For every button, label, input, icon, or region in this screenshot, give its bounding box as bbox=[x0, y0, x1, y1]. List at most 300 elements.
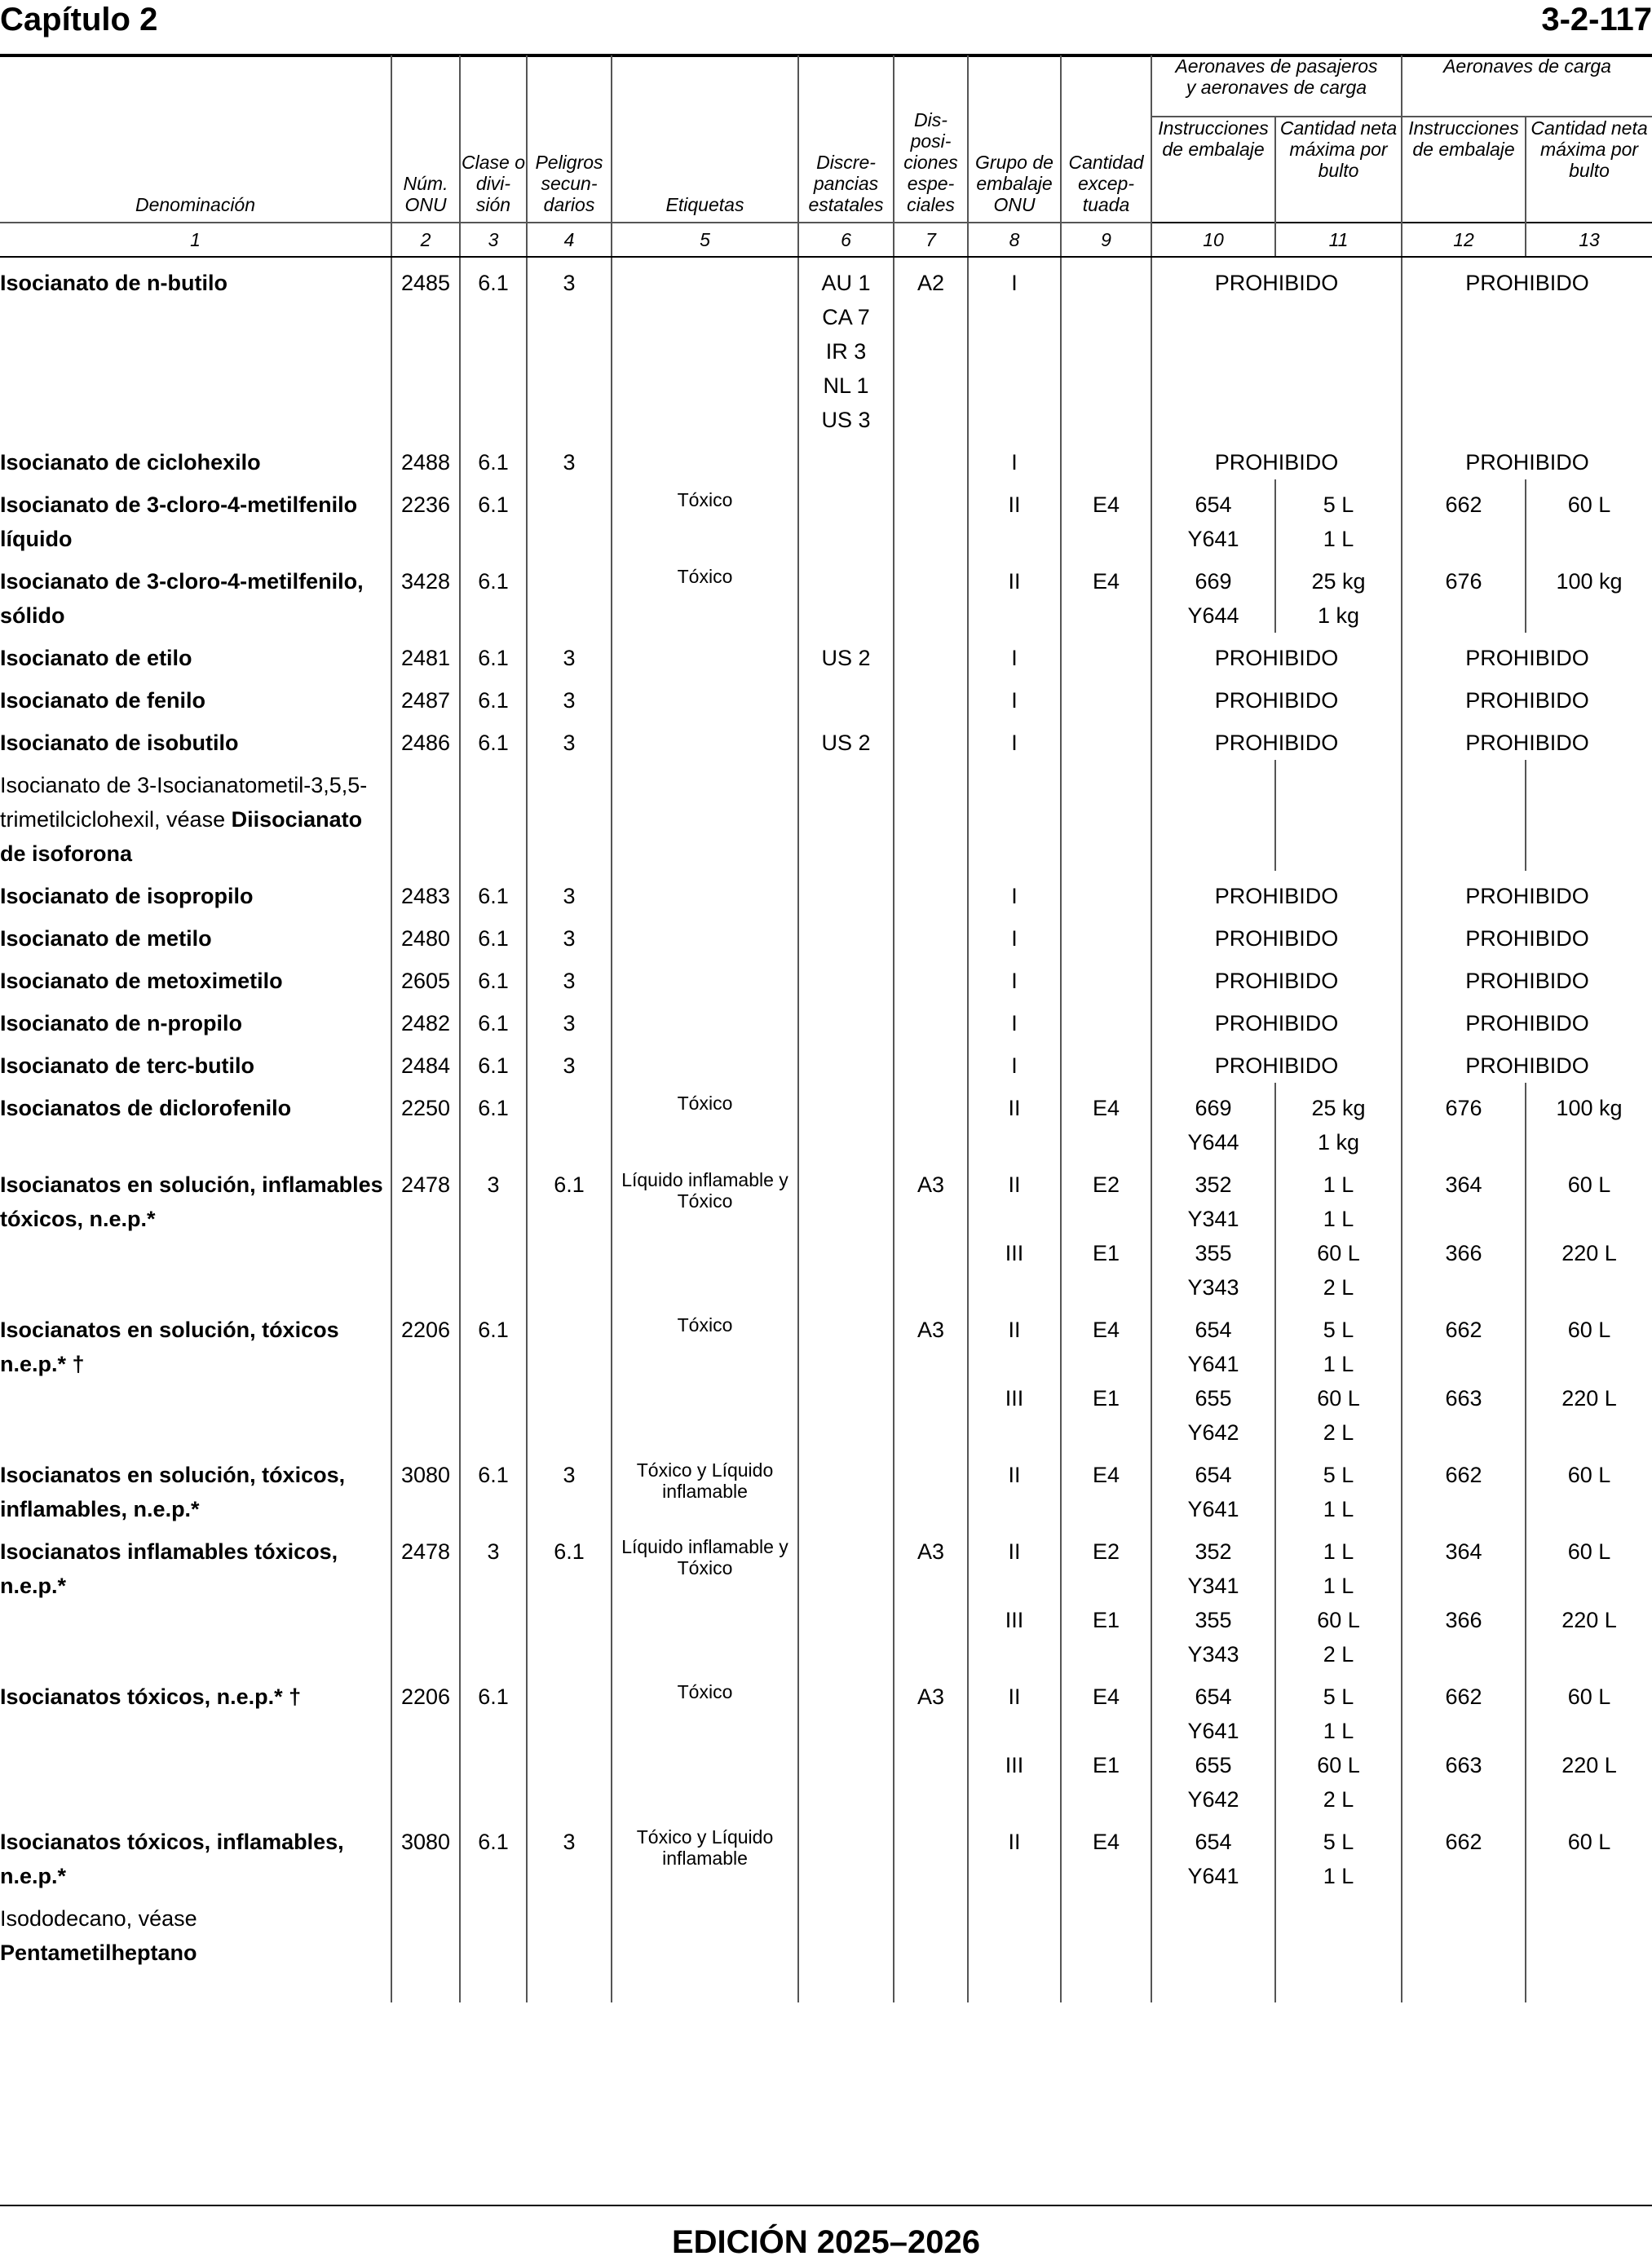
passenger-prohibited bbox=[1151, 675, 1402, 717]
cao-max-quantity: 60 L bbox=[1567, 1463, 1611, 1487]
empty-cell bbox=[894, 1970, 968, 2002]
un-number: 2250 bbox=[391, 1083, 460, 1159]
col-header-10: Instrucciones de embalaje bbox=[1151, 117, 1275, 223]
class-division: 6.1 bbox=[460, 998, 527, 1040]
substance-name bbox=[0, 1236, 391, 1305]
cao-packing-instruction: 662 bbox=[1402, 1305, 1526, 1381]
reference-text: Isocianato de 3-Isocianatometil-3,5,5-trimetilciclohexil, véase bbox=[0, 773, 368, 832]
cao-max-quantity: 100 kg bbox=[1556, 1096, 1623, 1120]
un-number: 2481 bbox=[391, 633, 460, 675]
page-header bbox=[0, 0, 1652, 57]
substance-name-text: Isocianatos tóxicos, inflamables, n.e.p.* bbox=[0, 1830, 344, 1888]
substance-name-text: Isocianato de 3-cloro-4-metilfenilo, sólido bbox=[0, 569, 364, 628]
prohibited-text: PROHIBIDO bbox=[1214, 450, 1339, 475]
special-provisions bbox=[894, 1748, 968, 1817]
cargo-prohibited bbox=[1402, 871, 1652, 913]
special-provisions bbox=[894, 633, 968, 675]
col-header-5: Etiquetas bbox=[612, 55, 798, 223]
un-number bbox=[391, 1748, 460, 1817]
substance-name bbox=[0, 871, 391, 913]
limited-quantity-instruction: Y642 bbox=[1187, 1420, 1239, 1445]
subsidiary-hazard: 3 bbox=[527, 956, 612, 998]
packing-group: II bbox=[968, 1671, 1061, 1748]
substance-name-text: Isocianato de fenilo bbox=[0, 688, 206, 713]
table-row bbox=[0, 556, 1652, 633]
prohibited-text: PROHIBIDO bbox=[1465, 688, 1589, 713]
cross-reference bbox=[0, 760, 391, 871]
pax-packing-instruction bbox=[1151, 1817, 1275, 1893]
special-provisions bbox=[894, 1381, 968, 1450]
limited-max-quantity: 1 L bbox=[1323, 527, 1354, 551]
substance-name-text: Isocianato de etilo bbox=[0, 646, 192, 670]
subsidiary-hazard: 3 bbox=[527, 717, 612, 760]
cao-max-quantity: 60 L bbox=[1567, 492, 1611, 517]
pax-packing-instruction bbox=[1151, 1381, 1275, 1450]
table-row bbox=[0, 1381, 1652, 1450]
empty-cell bbox=[798, 1893, 894, 1970]
subsidiary-hazard: 3 bbox=[527, 998, 612, 1040]
special-provisions bbox=[894, 675, 968, 717]
class-division: 6.1 bbox=[460, 675, 527, 717]
col-header-11: Cantidad neta máxima por bulto bbox=[1275, 117, 1402, 223]
limited-max-quantity: 1 L bbox=[1323, 1207, 1354, 1231]
table-row bbox=[0, 913, 1652, 956]
hazard-labels bbox=[612, 257, 798, 437]
limited-quantity-instruction: Y343 bbox=[1187, 1642, 1239, 1667]
max-quantity: 5 L bbox=[1323, 1830, 1354, 1854]
special-provisions bbox=[894, 956, 968, 998]
cargo-prohibited bbox=[1402, 717, 1652, 760]
state-variations bbox=[798, 437, 894, 479]
cao-packing-instruction: 366 bbox=[1402, 1603, 1526, 1671]
special-provisions: A3 bbox=[894, 1671, 968, 1748]
state-variations bbox=[798, 998, 894, 1040]
dangerous-goods-table bbox=[0, 55, 1652, 2002]
special-provisions bbox=[894, 437, 968, 479]
empty-cell bbox=[1275, 1970, 1402, 2002]
empty-cell bbox=[1402, 1970, 1526, 2002]
table-row bbox=[0, 998, 1652, 1040]
substance-name bbox=[0, 1526, 391, 1603]
packing-instruction: 654 bbox=[1195, 1684, 1232, 1709]
pax-max-quantity bbox=[1275, 1159, 1402, 1236]
cao-max-quantity: 220 L bbox=[1561, 1386, 1617, 1411]
substance-name bbox=[0, 437, 391, 479]
special-provisions bbox=[894, 998, 968, 1040]
special-provisions: A3 bbox=[894, 1305, 968, 1381]
un-number: 2480 bbox=[391, 913, 460, 956]
packing-instruction: 355 bbox=[1195, 1608, 1232, 1632]
subsidiary-hazard: 3 bbox=[527, 1450, 612, 1526]
state-variations bbox=[798, 1305, 894, 1381]
prohibited-text: PROHIBIDO bbox=[1214, 688, 1339, 713]
reference-text: Isododecano, véase bbox=[0, 1906, 197, 1931]
subsidiary-hazard: 3 bbox=[527, 633, 612, 675]
empty-cell bbox=[1151, 1893, 1275, 1970]
limited-quantity-instruction: Y343 bbox=[1187, 1275, 1239, 1300]
table-row bbox=[0, 871, 1652, 913]
substance-name bbox=[0, 556, 391, 633]
substance-name bbox=[0, 1603, 391, 1671]
limited-max-quantity: 2 L bbox=[1323, 1275, 1354, 1300]
cao-max-quantity: 60 L bbox=[1567, 1318, 1611, 1342]
table-row bbox=[0, 437, 1652, 479]
substance-name bbox=[0, 717, 391, 760]
state-variations bbox=[798, 1040, 894, 1083]
state-variations bbox=[798, 1526, 894, 1603]
subsidiary-hazard: 3 bbox=[527, 871, 612, 913]
state-variation: IR 3 bbox=[825, 339, 867, 364]
packing-instruction: 352 bbox=[1195, 1172, 1232, 1197]
packing-group: III bbox=[968, 1603, 1061, 1671]
subsidiary-hazard bbox=[527, 1305, 612, 1381]
table-row bbox=[0, 633, 1652, 675]
packing-instruction: 355 bbox=[1195, 1241, 1232, 1265]
passenger-prohibited bbox=[1151, 257, 1402, 437]
excepted-quantity: E1 bbox=[1061, 1381, 1151, 1450]
packing-group: II bbox=[968, 1083, 1061, 1159]
reference-target: Pentametilheptano bbox=[0, 1940, 197, 1965]
cao-packing-instruction: 676 bbox=[1402, 556, 1526, 633]
empty-cell bbox=[391, 760, 460, 871]
class-division: 6.1 bbox=[460, 633, 527, 675]
excepted-quantity: E4 bbox=[1061, 1083, 1151, 1159]
class-division bbox=[460, 1381, 527, 1450]
subsidiary-hazard: 3 bbox=[527, 437, 612, 479]
table-row bbox=[0, 479, 1652, 556]
class-division: 6.1 bbox=[460, 479, 527, 556]
substance-name-text: Isocianato de isopropilo bbox=[0, 884, 254, 908]
filler-row bbox=[0, 1970, 1652, 2002]
cao-max-quantity: 220 L bbox=[1561, 1241, 1617, 1265]
hazard-labels: Tóxico bbox=[612, 1671, 798, 1748]
class-division: 6.1 bbox=[460, 1817, 527, 1893]
pax-packing-instruction bbox=[1151, 1236, 1275, 1305]
cao-max-quantity: 220 L bbox=[1561, 1753, 1617, 1777]
table-row bbox=[0, 1083, 1652, 1159]
substance-name bbox=[0, 1748, 391, 1817]
prohibited-text: PROHIBIDO bbox=[1465, 271, 1589, 295]
packing-instruction: 655 bbox=[1195, 1386, 1232, 1411]
class-division: 3 bbox=[460, 1526, 527, 1603]
prohibited-text: PROHIBIDO bbox=[1214, 271, 1339, 295]
prohibited-text: PROHIBIDO bbox=[1465, 1011, 1589, 1035]
hazard-labels bbox=[612, 717, 798, 760]
subsidiary-hazard: 6.1 bbox=[527, 1526, 612, 1603]
substance-name bbox=[0, 1305, 391, 1381]
class-division: 6.1 bbox=[460, 1305, 527, 1381]
cargo-prohibited bbox=[1402, 675, 1652, 717]
limited-quantity-instruction: Y341 bbox=[1187, 1574, 1239, 1598]
substance-name bbox=[0, 1671, 391, 1748]
empty-cell bbox=[798, 760, 894, 871]
prohibited-text: PROHIBIDO bbox=[1214, 969, 1339, 993]
limited-quantity-instruction: Y641 bbox=[1187, 1352, 1239, 1376]
subsidiary-hazard bbox=[527, 1603, 612, 1671]
table-row bbox=[0, 1305, 1652, 1381]
pax-max-quantity bbox=[1275, 479, 1402, 556]
un-number: 2206 bbox=[391, 1671, 460, 1748]
excepted-quantity bbox=[1061, 1040, 1151, 1083]
excepted-quantity bbox=[1061, 871, 1151, 913]
col-header-8: Grupo de embalaje ONU bbox=[968, 55, 1061, 223]
subsidiary-hazard bbox=[527, 1381, 612, 1450]
class-division bbox=[460, 1236, 527, 1305]
state-variations bbox=[798, 1450, 894, 1526]
subsidiary-hazard: 6.1 bbox=[527, 1159, 612, 1236]
class-division: 6.1 bbox=[460, 1450, 527, 1526]
col-header-6: Discre-pancias estatales bbox=[798, 55, 894, 223]
un-number: 2486 bbox=[391, 717, 460, 760]
col-number: 4 bbox=[527, 223, 612, 257]
cao-packing-instruction: 662 bbox=[1402, 479, 1526, 556]
un-number: 2485 bbox=[391, 257, 460, 437]
pax-max-quantity bbox=[1275, 1083, 1402, 1159]
empty-cell bbox=[1061, 760, 1151, 871]
substance-name bbox=[0, 913, 391, 956]
limited-max-quantity: 1 L bbox=[1323, 1864, 1354, 1888]
state-variations bbox=[798, 257, 894, 437]
reference-target: Diisocianato de isoforona bbox=[0, 807, 363, 866]
empty-cell bbox=[391, 1970, 460, 2002]
limited-max-quantity: 1 kg bbox=[1317, 1130, 1360, 1155]
state-variations bbox=[798, 1671, 894, 1748]
empty-cell bbox=[527, 1893, 612, 1970]
limited-quantity-instruction: Y644 bbox=[1187, 1130, 1239, 1155]
un-number: 2488 bbox=[391, 437, 460, 479]
hazard-labels: Tóxico bbox=[612, 1305, 798, 1381]
packing-group: III bbox=[968, 1236, 1061, 1305]
un-number: 2236 bbox=[391, 479, 460, 556]
excepted-quantity bbox=[1061, 998, 1151, 1040]
substance-name-text: Isocianatos en solución, tóxicos n.e.p.* † bbox=[0, 1318, 339, 1376]
empty-cell bbox=[612, 760, 798, 871]
limited-quantity-instruction: Y641 bbox=[1187, 1719, 1239, 1743]
hazard-labels: Líquido inflamable y Tóxico bbox=[612, 1526, 798, 1603]
empty-cell bbox=[0, 1970, 391, 2002]
state-variations bbox=[798, 1159, 894, 1236]
special-provisions: A3 bbox=[894, 1159, 968, 1236]
limited-max-quantity: 2 L bbox=[1323, 1420, 1354, 1445]
empty-cell bbox=[894, 760, 968, 871]
hazard-labels bbox=[612, 1381, 798, 1450]
un-number: 2483 bbox=[391, 871, 460, 913]
hazard-labels bbox=[612, 956, 798, 998]
packing-group: II bbox=[968, 1526, 1061, 1603]
substance-name bbox=[0, 956, 391, 998]
table-row bbox=[0, 1236, 1652, 1305]
limited-quantity-instruction: Y641 bbox=[1187, 527, 1239, 551]
prohibited-text: PROHIBIDO bbox=[1214, 646, 1339, 670]
un-number: 3080 bbox=[391, 1817, 460, 1893]
hazard-labels bbox=[612, 1236, 798, 1305]
substance-name-text: Isocianatos en solución, inflamables tóxicos, n.e.p.* bbox=[0, 1172, 383, 1231]
substance-name-text: Isocianato de metoximetilo bbox=[0, 969, 283, 993]
un-number: 2482 bbox=[391, 998, 460, 1040]
packing-group: I bbox=[968, 956, 1061, 998]
passenger-prohibited bbox=[1151, 913, 1402, 956]
packing-group: III bbox=[968, 1381, 1061, 1450]
subsidiary-hazard: 3 bbox=[527, 1040, 612, 1083]
excepted-quantity bbox=[1061, 913, 1151, 956]
state-variation: US 2 bbox=[821, 731, 871, 755]
substance-name-text: Isocianatos de diclorofenilo bbox=[0, 1096, 292, 1120]
subsidiary-hazard: 3 bbox=[527, 1817, 612, 1893]
empty-cell bbox=[1526, 760, 1652, 871]
special-provisions bbox=[894, 1817, 968, 1893]
substance-name-text: Isocianato de metilo bbox=[0, 926, 212, 951]
pax-packing-instruction bbox=[1151, 1671, 1275, 1748]
cao-packing-instruction: 676 bbox=[1402, 1083, 1526, 1159]
un-number bbox=[391, 1381, 460, 1450]
substance-name bbox=[0, 998, 391, 1040]
state-variations bbox=[798, 956, 894, 998]
excepted-quantity: E2 bbox=[1061, 1159, 1151, 1236]
un-number bbox=[391, 1603, 460, 1671]
max-quantity: 1 L bbox=[1323, 1172, 1354, 1197]
chapter-title: Capítulo 2 bbox=[0, 2, 158, 38]
special-provisions: A2 bbox=[894, 257, 968, 437]
pax-packing-instruction bbox=[1151, 1159, 1275, 1236]
empty-cell bbox=[1402, 760, 1526, 871]
subsidiary-hazard bbox=[527, 1236, 612, 1305]
passenger-prohibited bbox=[1151, 633, 1402, 675]
empty-cell bbox=[1061, 1893, 1151, 1970]
empty-cell bbox=[1151, 760, 1275, 871]
empty-cell bbox=[1275, 1893, 1402, 1970]
excepted-quantity: E4 bbox=[1061, 556, 1151, 633]
hazard-labels bbox=[612, 913, 798, 956]
col-number: 12 bbox=[1402, 223, 1526, 257]
class-division: 6.1 bbox=[460, 1671, 527, 1748]
pax-max-quantity bbox=[1275, 1305, 1402, 1381]
table-row bbox=[0, 1603, 1652, 1671]
empty-cell bbox=[1526, 1893, 1652, 1970]
un-number: 3428 bbox=[391, 556, 460, 633]
limited-quantity-instruction: Y341 bbox=[1187, 1207, 1239, 1231]
limited-quantity-instruction: Y642 bbox=[1187, 1787, 1239, 1812]
packing-instruction: 352 bbox=[1195, 1539, 1232, 1564]
pax-packing-instruction bbox=[1151, 1083, 1275, 1159]
table-row bbox=[0, 1159, 1652, 1236]
limited-quantity-instruction: Y641 bbox=[1187, 1497, 1239, 1521]
max-quantity: 1 L bbox=[1323, 1539, 1354, 1564]
substance-name bbox=[0, 1040, 391, 1083]
excepted-quantity bbox=[1061, 675, 1151, 717]
subsidiary-hazard bbox=[527, 1083, 612, 1159]
state-variations bbox=[798, 633, 894, 675]
cao-max-quantity: 60 L bbox=[1567, 1172, 1611, 1197]
state-variation: CA 7 bbox=[822, 305, 870, 329]
special-provisions bbox=[894, 1450, 968, 1526]
hazard-labels: Tóxico bbox=[612, 556, 798, 633]
packing-instruction: 654 bbox=[1195, 492, 1232, 517]
substance-name bbox=[0, 633, 391, 675]
hazard-labels bbox=[612, 1040, 798, 1083]
subsidiary-hazard bbox=[527, 556, 612, 633]
passenger-prohibited bbox=[1151, 956, 1402, 998]
prohibited-text: PROHIBIDO bbox=[1465, 926, 1589, 951]
special-provisions bbox=[894, 479, 968, 556]
prohibited-text: PROHIBIDO bbox=[1465, 884, 1589, 908]
limited-max-quantity: 1 kg bbox=[1317, 603, 1360, 628]
class-division: 6.1 bbox=[460, 1040, 527, 1083]
pax-max-quantity bbox=[1275, 1450, 1402, 1526]
table-row bbox=[0, 717, 1652, 760]
col-number: 10 bbox=[1151, 223, 1275, 257]
pax-packing-instruction bbox=[1151, 1305, 1275, 1381]
empty-cell bbox=[1151, 1970, 1275, 2002]
packing-group: I bbox=[968, 998, 1061, 1040]
col-number: 11 bbox=[1275, 223, 1402, 257]
packing-group: II bbox=[968, 1817, 1061, 1893]
class-division: 6.1 bbox=[460, 556, 527, 633]
limited-quantity-instruction: Y641 bbox=[1187, 1864, 1239, 1888]
state-variation: AU 1 bbox=[821, 271, 871, 295]
packing-group: II bbox=[968, 1159, 1061, 1236]
special-provisions bbox=[894, 1236, 968, 1305]
special-provisions bbox=[894, 913, 968, 956]
empty-cell bbox=[798, 1970, 894, 2002]
class-division: 6.1 bbox=[460, 871, 527, 913]
prohibited-text: PROHIBIDO bbox=[1214, 1053, 1339, 1078]
packing-group: I bbox=[968, 437, 1061, 479]
class-division bbox=[460, 1603, 527, 1671]
excepted-quantity: E1 bbox=[1061, 1748, 1151, 1817]
limited-quantity-instruction: Y644 bbox=[1187, 603, 1239, 628]
col-number: 3 bbox=[460, 223, 527, 257]
col-number: 8 bbox=[968, 223, 1061, 257]
empty-cell bbox=[527, 1970, 612, 2002]
max-quantity: 60 L bbox=[1317, 1608, 1360, 1632]
passenger-prohibited bbox=[1151, 998, 1402, 1040]
packing-instruction: 669 bbox=[1195, 569, 1232, 594]
cao-max-quantity: 60 L bbox=[1567, 1539, 1611, 1564]
table-row bbox=[0, 1817, 1652, 1893]
table-row bbox=[0, 956, 1652, 998]
state-variations bbox=[798, 1381, 894, 1450]
empty-cell bbox=[894, 1893, 968, 1970]
state-variations bbox=[798, 1236, 894, 1305]
excepted-quantity: E2 bbox=[1061, 1526, 1151, 1603]
empty-cell bbox=[391, 1893, 460, 1970]
hazard-labels: Tóxico bbox=[612, 1083, 798, 1159]
pax-max-quantity bbox=[1275, 1748, 1402, 1817]
substance-name bbox=[0, 479, 391, 556]
pax-max-quantity bbox=[1275, 1817, 1402, 1893]
excepted-quantity bbox=[1061, 437, 1151, 479]
substance-name-text: Isocianato de terc-butilo bbox=[0, 1053, 255, 1078]
packing-group: I bbox=[968, 675, 1061, 717]
subsidiary-hazard: 3 bbox=[527, 257, 612, 437]
table-row bbox=[0, 675, 1652, 717]
edition-label: EDICIÓN 2025–2026 bbox=[671, 2224, 980, 2260]
prohibited-text: PROHIBIDO bbox=[1465, 1053, 1589, 1078]
pax-packing-instruction bbox=[1151, 1450, 1275, 1526]
empty-cell bbox=[968, 1893, 1061, 1970]
substance-name-text: Isocianato de 3-cloro-4-metilfenilo líquido bbox=[0, 492, 358, 551]
special-provisions bbox=[894, 1603, 968, 1671]
pax-max-quantity bbox=[1275, 1381, 1402, 1450]
cargo-prohibited bbox=[1402, 1040, 1652, 1083]
empty-cell bbox=[1402, 1893, 1526, 1970]
excepted-quantity: E1 bbox=[1061, 1236, 1151, 1305]
max-quantity: 5 L bbox=[1323, 1463, 1354, 1487]
state-variation: NL 1 bbox=[823, 373, 869, 398]
cao-packing-instruction: 364 bbox=[1402, 1159, 1526, 1236]
empty-cell bbox=[460, 1970, 527, 2002]
col-number: 6 bbox=[798, 223, 894, 257]
